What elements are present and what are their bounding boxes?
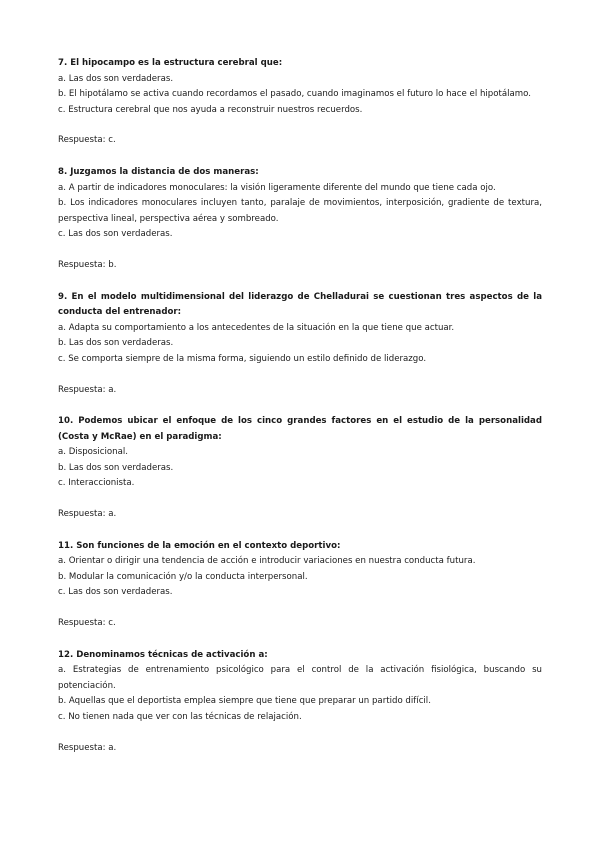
question-11 bbox=[58, 539, 542, 632]
option-c: c. Estructura cerebral que nos ayuda a reconstruir nuestros recuerdos. bbox=[58, 104, 363, 115]
option-b: b. El hipotálamo se activa cuando recordamos el pasado, cuando imaginamos el futuro lo hace el hipotálamo. bbox=[58, 89, 531, 100]
question-10 bbox=[58, 414, 542, 523]
option-c: c. No tienen nada que ver con las técnicas de relajación. bbox=[58, 712, 302, 722]
answer: Respuesta: c. bbox=[58, 618, 116, 629]
question-title: 10. Podemos ubicar el enfoque de los cinco grandes factores en el estudio de la personalidad (Costa y McRae) en el paradigma: bbox=[58, 416, 542, 442]
question-12 bbox=[58, 648, 542, 757]
answer: Respuesta: c. bbox=[58, 135, 116, 146]
question-title: 7. El hipocampo es la estructura cerebral que: bbox=[58, 58, 283, 68]
question-title: 12. Denominamos técnicas de activación a: bbox=[58, 649, 268, 660]
answer: Respuesta: a. bbox=[58, 742, 117, 753]
option-b: b. Los indicadores monoculares incluyen tanto, paralaje de movimientos, interposición, gradiente de textura, perspectiva lineal, perspectiva aérea y sombreado. bbox=[58, 198, 542, 224]
option-a: a. A partir de indicadores monoculares: la visión ligeramente diferente del mundo que tiene cada ojo. bbox=[58, 182, 496, 193]
question-title: 8. Juzgamos la distancia de dos maneras: bbox=[58, 166, 259, 177]
option-a: a. Adapta su comportamiento a los antecedentes de la situación en la que tiene que actuar. bbox=[58, 322, 455, 333]
option-c: c. Las dos son verdaderas. bbox=[58, 229, 173, 240]
question-title: 11. Son funciones de la emoción en el contexto deportivo: bbox=[58, 540, 341, 551]
option-c: c. Las dos son verdaderas. bbox=[58, 587, 173, 598]
option-b: b. Modular la comunicación y/o la conducta interpersonal. bbox=[58, 571, 308, 582]
option-a: a. Orientar o dirigir una tendencia de acción e introducir variaciones en nuestra conducta futura. bbox=[58, 556, 476, 567]
question-title: 9. En el modelo multidimensional del liderazgo de Chelladurai se cuestionan tres aspectos de la conducta del entrenador: bbox=[58, 291, 542, 318]
question-8 bbox=[58, 165, 542, 274]
option-a: a. Las dos son verdaderas. bbox=[58, 73, 174, 84]
option-c: c. Se comporta siempre de la misma forma, siguiendo un estilo definido de liderazgo. bbox=[58, 353, 427, 364]
option-b: b. Aquellas que el deportista emplea siempre que tiene que preparar un partido difícil. bbox=[58, 696, 431, 707]
quiz-content bbox=[58, 56, 542, 772]
option-a: a. Estrategias de entrenamiento psicológico para el control de la activación fisiológica, buscando su potenciación. bbox=[58, 665, 542, 691]
answer: Respuesta: a. bbox=[58, 509, 117, 520]
option-c: c. Interaccionista. bbox=[58, 478, 135, 489]
question-7 bbox=[58, 56, 542, 149]
option-b: b. Las dos son verdaderas. bbox=[58, 338, 174, 349]
answer: Respuesta: a. bbox=[58, 384, 117, 395]
answer: Respuesta: b. bbox=[58, 259, 117, 270]
option-a: a. Disposicional. bbox=[58, 447, 128, 458]
option-b: b. Las dos son verdaderas. bbox=[58, 462, 174, 473]
question-9 bbox=[58, 290, 542, 399]
